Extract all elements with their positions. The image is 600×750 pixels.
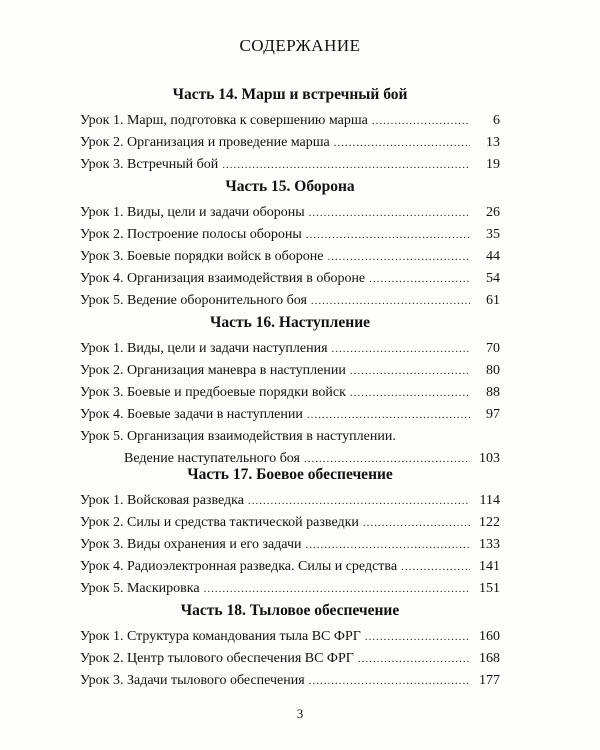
- entry-page: 133: [479, 537, 500, 552]
- toc-section-14: [80, 84, 500, 176]
- toc-entry: [80, 268, 500, 290]
- section-title: Часть 14. Марш и встречный бой: [172, 86, 408, 103]
- dot-leader: [327, 246, 470, 268]
- entry-label: Урок 3. Боевые и предбоевые порядки войск: [80, 385, 346, 400]
- toc-entry: [80, 338, 500, 360]
- entry-page: 54: [486, 271, 500, 286]
- entry-page: 80: [486, 363, 500, 378]
- entry-label: Урок 3. Задачи тылового обеспечения: [80, 673, 305, 688]
- toc-section-16: [80, 312, 500, 470]
- entry-page: 6: [493, 113, 500, 128]
- entry-label: Урок 1. Структура командования тыла ВС ФРГ: [80, 629, 361, 644]
- dot-leader: [248, 490, 470, 512]
- toc-entry: [80, 626, 500, 648]
- dot-leader: [365, 626, 470, 648]
- dot-leader: [334, 132, 470, 154]
- entry-label: Урок 3. Боевые порядки войск в обороне: [80, 249, 324, 264]
- dot-leader: [311, 290, 470, 312]
- dot-leader: [332, 338, 470, 360]
- toc-section-15: [80, 176, 500, 312]
- entry-page: 26: [486, 205, 500, 220]
- entry-label: Урок 1. Марш, подготовка к совершению марша: [80, 113, 368, 128]
- dot-leader: [306, 534, 471, 556]
- entry-page: 122: [479, 515, 500, 530]
- section-title: Часть 17. Боевое обеспечение: [187, 466, 393, 483]
- dot-leader: [358, 648, 470, 670]
- entry-page: 151: [479, 581, 500, 596]
- entry-label: Урок 2. Силы и средства тактической разведки: [80, 515, 359, 530]
- page-number: 3: [296, 706, 304, 721]
- entry-label: Урок 1. Виды, цели и задачи обороны: [80, 205, 305, 220]
- toc-entry: [80, 110, 500, 132]
- entry-label: Урок 2. Построение полосы обороны: [80, 227, 302, 242]
- entry-label: Урок 2. Организация и проведение марша: [80, 135, 330, 150]
- dot-leader: [350, 360, 470, 382]
- dot-leader: [309, 670, 470, 692]
- entry-page: 13: [486, 135, 500, 150]
- entry-label: Урок 1. Войсковая разведка: [80, 493, 244, 508]
- entry-page: 103: [479, 451, 500, 466]
- toc-entry: [80, 360, 500, 382]
- section-title: Часть 16. Наступление: [209, 314, 371, 331]
- entry-page: 88: [486, 385, 500, 400]
- section-title: Часть 18. Тыловое обеспечение: [180, 602, 400, 619]
- toc-entry: [80, 512, 500, 534]
- entry-label: Урок 4. Радиоэлектронная разведка. Силы и средства: [80, 559, 398, 574]
- dot-leader: [307, 404, 470, 426]
- toc-entry: [80, 290, 500, 312]
- entry-label: Урок 4. Организация взаимодействия в обороне: [80, 271, 366, 286]
- dot-leader: [222, 154, 470, 176]
- entry-page: 61: [486, 293, 500, 308]
- entry-label: Урок 3. Встречный бой: [80, 157, 219, 172]
- toc-entry: [80, 670, 500, 692]
- entry-page: 177: [479, 673, 500, 688]
- entry-label: Урок 3. Виды охранения и его задачи: [80, 537, 302, 552]
- toc-entry: [80, 556, 500, 578]
- entry-page: 168: [479, 651, 500, 666]
- entry-label: Урок 2. Организация маневра в наступлении: [80, 363, 346, 378]
- toc-title: СОДЕРЖАНИЕ: [239, 36, 361, 55]
- dot-leader: [204, 578, 470, 600]
- toc-entry: [80, 246, 500, 268]
- entry-label: Ведение наступательного боя: [124, 451, 300, 466]
- entry-label: Урок 5. Ведение оборонительного боя: [80, 293, 307, 308]
- entry-page: 35: [486, 227, 500, 242]
- entry-label: Урок 5. Маскировка: [80, 581, 200, 596]
- toc-entry: [80, 578, 500, 600]
- entry-page: 44: [486, 249, 500, 264]
- entry-page: 70: [486, 341, 500, 356]
- toc-entry: [80, 202, 500, 224]
- toc-section-17: [80, 464, 500, 600]
- toc-entry: [80, 534, 500, 556]
- toc-entry: [80, 648, 500, 670]
- toc-entry: [80, 404, 500, 426]
- toc-section-18: [80, 600, 500, 692]
- dot-leader: [363, 512, 470, 534]
- toc-entry: [80, 490, 500, 512]
- entry-page: 160: [479, 629, 500, 644]
- dot-leader: [369, 268, 470, 290]
- dot-leader: [306, 224, 470, 246]
- toc-entry: [80, 224, 500, 246]
- section-title: Часть 15. Оборона: [225, 178, 355, 195]
- entry-page: 114: [479, 493, 500, 508]
- dot-leader: [309, 202, 470, 224]
- entry-page: 141: [479, 559, 500, 574]
- entry-page: 97: [486, 407, 500, 422]
- entry-label: Урок 5. Организация взаимодействия в наступлении.: [80, 429, 396, 444]
- toc-entry: [80, 154, 500, 176]
- dot-leader: [401, 556, 470, 578]
- toc-entry: [80, 382, 500, 404]
- dot-leader: [350, 382, 470, 404]
- toc-entry: [80, 132, 500, 154]
- entry-page: 19: [486, 157, 500, 172]
- entry-label: Урок 4. Боевые задачи в наступлении: [80, 407, 303, 422]
- entry-label: Урок 1. Виды, цели и задачи наступления: [80, 341, 328, 356]
- toc-entry: [80, 426, 500, 448]
- entry-label: Урок 2. Центр тылового обеспечения ВС ФРГ: [80, 651, 354, 666]
- dot-leader: [372, 110, 470, 132]
